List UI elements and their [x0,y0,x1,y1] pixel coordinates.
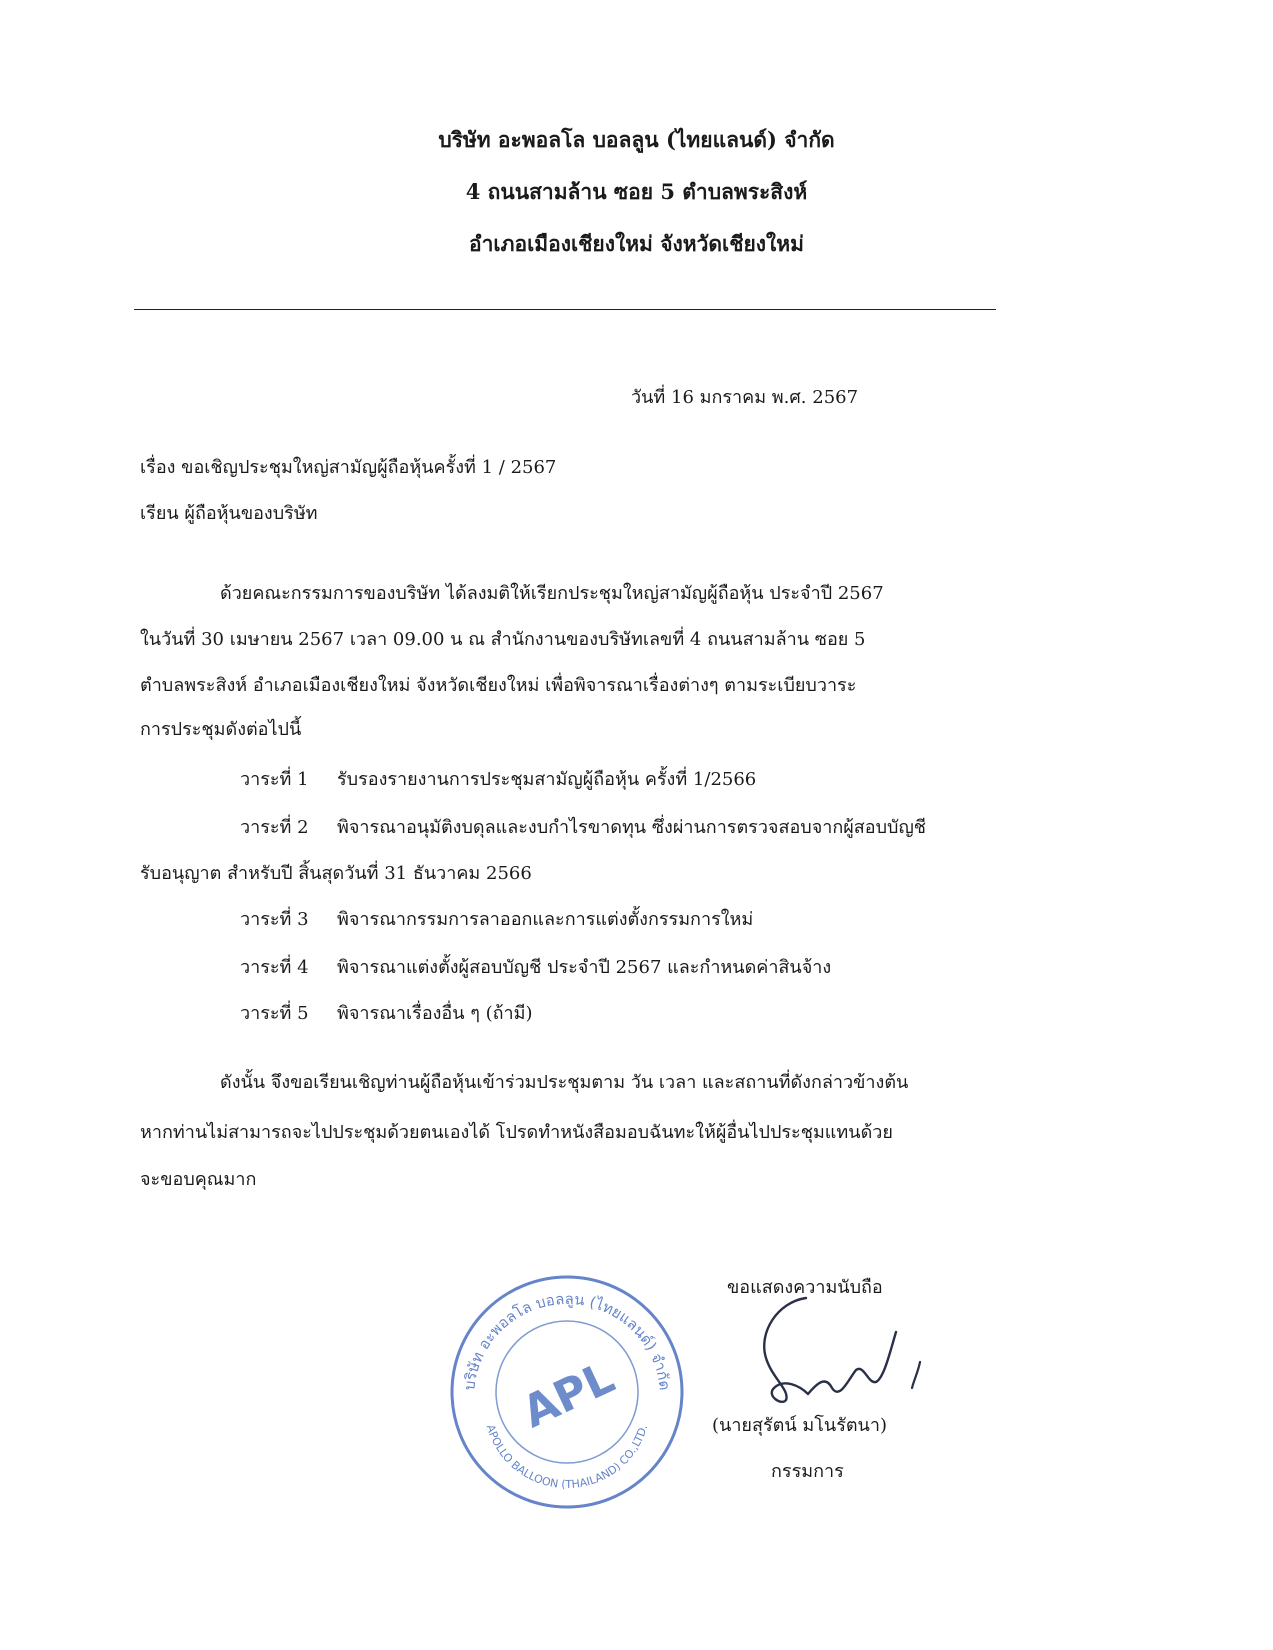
agenda-number: วาระที่ 5 [240,1003,309,1024]
company-name: บริษัท อะพอลโล บอลลูน (ไทยแลนด์) จำกัด [438,127,835,152]
agenda-item: พิจารณาแต่งตั้งผู้สอบบัญชี ประจำปี 2567 และกำหนดค่าสินจ้าง [337,957,832,978]
sign-off: ขอแสดงความนับถือ [727,1277,883,1298]
agenda-number: วาระที่ 2 [240,817,309,838]
signer-name: (นายสุรัตน์ มโนรัตนา) [712,1415,887,1436]
seal-bottom-text: APOLLO BALLOON (THAILAND) CO.,LTD. [483,1423,651,1492]
company-seal [448,1273,686,1511]
intro-line: ด้วยคณะกรรมการของบริษัท ได้ลงมติให้เรียกประชุมใหญ่สามัญผู้ถือหุ้น ประจำปี 2567 [220,583,884,604]
agenda-item: พิจารณากรรมการลาออกและการแต่งตั้งกรรมการใหม่ [337,909,754,930]
letter-date: วันที่ 16 มกราคม พ.ศ. 2567 [631,387,859,408]
seal-logo: APL [514,1352,623,1439]
agenda-item: พิจารณาเรื่องอื่น ๆ (ถ้ามี) [337,1003,533,1024]
handwritten-signature [756,1292,932,1404]
agenda-number: วาระที่ 1 [240,769,309,790]
closing-line: จะขอบคุณมาก [140,1169,257,1190]
letter-subject: เรื่อง ขอเชิญประชุมใหญ่สามัญผู้ถือหุ้นครั้งที่ 1 / 2567 [140,457,557,478]
company-address-line2: อำเภอเมืองเชียงใหม่ จังหวัดเชียงใหม่ [469,231,804,256]
intro-line: การประชุมดังต่อไปนี้ [140,719,302,740]
intro-line: ในวันที่ 30 เมษายน 2567 เวลา 09.00 น ณ สำนักงานของบริษัทเลขที่ 4 ถนนสามล้าน ซอย 5 [140,629,866,650]
agenda-item-continuation: รับอนุญาต สำหรับปี สิ้นสุดวันที่ 31 ธันวาคม 2566 [140,863,532,884]
agenda-number: วาระที่ 3 [240,909,309,930]
closing-line: หากท่านไม่สามารถจะไปประชุมด้วยตนเองได้ โปรดทำหนังสือมอบฉันทะให้ผู้อื่นไปประชุมแทนด้วย [140,1122,893,1143]
letter-recipient: เรียน ผู้ถือหุ้นของบริษัท [140,503,318,524]
company-address-line1: 4 ถนนสามล้าน ซอย 5 ตำบลพระสิงห์ [465,179,808,204]
agenda-item: รับรองรายงานการประชุมสามัญผู้ถือหุ้น ครั้งที่ 1/2566 [337,769,757,790]
closing-line: ดังนั้น จึงขอเรียนเชิญท่านผู้ถือหุ้นเข้าร่วมประชุมตาม วัน เวลา และสถานที่ดังกล่าวข้างต้น [220,1072,909,1093]
intro-line: ตำบลพระสิงห์ อำเภอเมืองเชียงใหม่ จังหวัดเชียงใหม่ เพื่อพิจารณาเรื่องต่างๆ ตามระเบียบวาระ [140,675,857,696]
agenda-item: พิจารณาอนุมัติงบดุลและงบกำไรขาดทุน ซึ่งผ่านการตรวจสอบจากผู้สอบบัญชี [337,817,927,838]
seal-top-text: บริษัท อะพอลโล บอลลูน (ไทยแลนด์) จำกัด [460,1289,674,1392]
signer-title: กรรมการ [771,1461,844,1482]
header-divider [134,309,996,310]
agenda-number: วาระที่ 4 [240,957,309,978]
